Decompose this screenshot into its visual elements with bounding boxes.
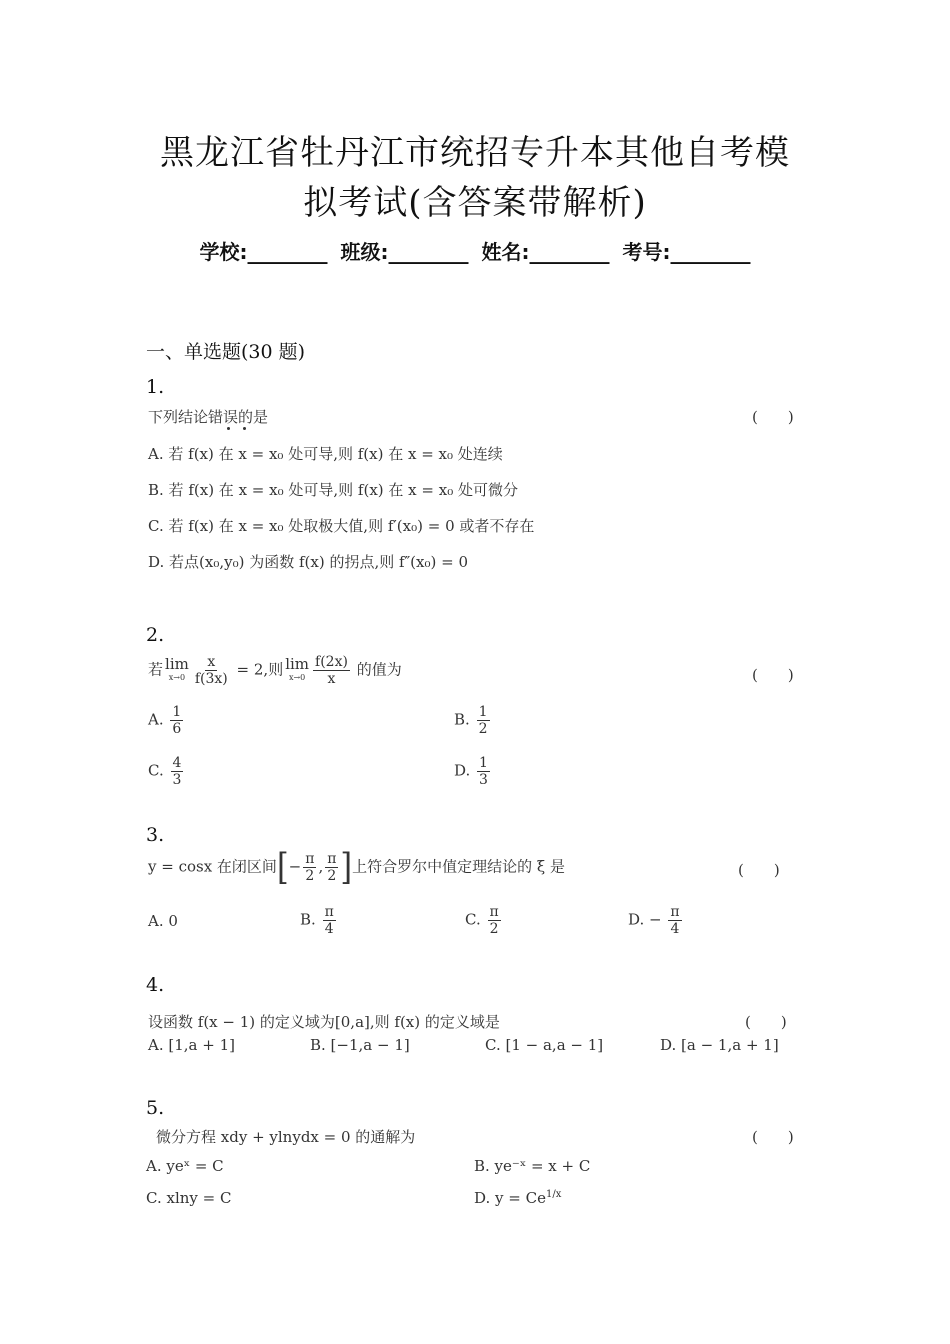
title-line-2: 拟考试(含答案带解析) (303, 183, 647, 223)
numerator: 1 (478, 704, 488, 720)
option-label: A. (148, 710, 164, 729)
question-3-stem (148, 846, 565, 889)
answer-paren: ( ) (752, 666, 794, 684)
section-heading: 一、单选题(30 题) (146, 341, 306, 363)
option-label: C. (465, 910, 481, 929)
fraction (303, 851, 316, 884)
stem-text: = 2,则 (236, 660, 284, 679)
q3-option-a[interactable]: A. 0 (148, 912, 178, 930)
option-label: B. (300, 910, 316, 929)
q4-option-d[interactable]: D. [a − 1,a + 1] (660, 1036, 779, 1054)
option-label: D. − (628, 910, 662, 929)
question-3-number: 3. (146, 824, 165, 846)
numerator: 1 (479, 755, 488, 771)
question-4-stem: 设函数 f(x − 1) 的定义域为[0,a],则 f(x) 的定义域是 (148, 1013, 500, 1031)
stem-text: 若 (148, 660, 164, 679)
denominator: 4 (324, 921, 334, 937)
answer-paren: ( ) (752, 1128, 794, 1146)
minus-sign: − (288, 857, 302, 876)
lim-text: lim (165, 654, 189, 673)
denominator: 3 (172, 772, 182, 788)
numerator: π (324, 904, 334, 920)
fraction (313, 654, 350, 687)
q4-option-a[interactable]: A. [1,a + 1] (148, 1036, 235, 1054)
emphasis-dot (243, 427, 246, 430)
stem-text: 上符合罗尔中值定理结论的 ξ 是 (352, 857, 565, 876)
fraction (477, 755, 490, 788)
option-label: B. (454, 710, 470, 729)
denominator: 2 (327, 868, 337, 884)
q5-option-b[interactable]: B. ye⁻ˣ = x + C (474, 1157, 591, 1175)
denominator: 3 (479, 772, 488, 788)
numerator: 1 (172, 704, 182, 720)
q2-option-d[interactable] (454, 755, 492, 788)
right-bracket: ] (340, 846, 353, 889)
q1-option-d[interactable]: D. 若点(x₀,y₀) 为函数 f(x) 的拐点,则 f″(x₀) = 0 (148, 553, 468, 571)
q5-option-a[interactable]: A. yeˣ = C (146, 1157, 224, 1175)
denominator: 2 (489, 921, 499, 937)
numerator: π (305, 851, 315, 867)
lim-text: lim (285, 654, 310, 673)
question-4-number: 4. (146, 974, 165, 996)
fraction (477, 704, 490, 737)
emphasis-dot (227, 427, 230, 430)
q5-option-d[interactable] (474, 1189, 561, 1207)
stem-text: 的值为 (356, 660, 402, 679)
left-bracket: [ (276, 846, 289, 889)
exponent: 1/x (545, 1189, 562, 1200)
q3-option-c[interactable] (465, 904, 503, 937)
numerator: 4 (172, 755, 182, 771)
option-label: C. (148, 761, 164, 780)
numerator: f(2x) (315, 654, 348, 670)
lim-sub: x→0 (288, 672, 306, 682)
q1-option-c[interactable]: C. 若 f(x) 在 x = x₀ 处取极大值,则 f′(x₀) = 0 或者不存在 (148, 517, 535, 535)
fraction (668, 904, 681, 937)
numerator: π (489, 904, 499, 920)
title-line-1: 黑龙江省牡丹江市统招专升本其他自考模 (160, 133, 790, 173)
limit-symbol (165, 654, 189, 685)
answer-paren: ( ) (738, 861, 780, 879)
option-label: D. (454, 761, 471, 780)
name-field[interactable]: 姓名:________ (481, 240, 610, 264)
question-2-stem (148, 654, 402, 687)
q5-option-c[interactable]: C. xlny = C (146, 1189, 232, 1207)
number-field[interactable]: 考号:________ (622, 240, 751, 264)
fraction (488, 904, 501, 937)
denominator: 4 (670, 921, 680, 937)
fraction (170, 704, 183, 737)
q3-option-d[interactable] (628, 904, 684, 937)
numerator: π (670, 904, 680, 920)
question-2-number: 2. (146, 624, 165, 646)
q4-option-b[interactable]: B. [−1,a − 1] (310, 1036, 410, 1054)
q2-option-a[interactable] (148, 704, 185, 737)
question-1-number: 1. (146, 376, 165, 398)
numerator: π (327, 851, 337, 867)
q1-option-a[interactable]: A. 若 f(x) 在 x = x₀ 处可导,则 f(x) 在 x = x₀ 处连续 (148, 445, 503, 463)
q4-option-c[interactable]: C. [1 − a,a − 1] (485, 1036, 604, 1054)
comma: , (318, 857, 324, 876)
q2-option-c[interactable] (148, 755, 185, 788)
q2-option-b[interactable] (454, 704, 492, 737)
denominator: 2 (305, 868, 315, 884)
denominator: f(3x) (194, 671, 228, 687)
fraction (171, 755, 184, 788)
class-field[interactable]: 班级:________ (340, 240, 469, 264)
answer-paren: ( ) (745, 1013, 787, 1031)
q1-option-b[interactable]: B. 若 f(x) 在 x = x₀ 处可导,则 f(x) 在 x = x₀ 处可微分 (148, 481, 518, 499)
student-info-row (120, 236, 830, 265)
fraction (325, 851, 338, 884)
numerator: x (207, 654, 216, 670)
denominator: 2 (478, 721, 488, 737)
question-5-stem: 微分方程 xdy + ylnydx = 0 的通解为 (156, 1128, 416, 1146)
answer-paren: ( ) (752, 408, 794, 426)
limit-symbol (285, 654, 310, 685)
stem-text: y = cosx 在闭区间 (148, 857, 277, 876)
denominator: 6 (172, 721, 182, 737)
fraction (323, 904, 336, 937)
denominator: x (327, 671, 336, 687)
question-5-number: 5. (146, 1097, 165, 1119)
option-text: D. y = Ce (474, 1189, 546, 1207)
fraction (193, 654, 230, 687)
lim-sub: x→0 (168, 672, 186, 682)
school-field[interactable]: 学校:________ (199, 240, 328, 264)
question-1-stem: 下列结论错误的是 (148, 408, 269, 426)
exam-title (120, 128, 830, 228)
q3-option-b[interactable] (300, 904, 338, 937)
